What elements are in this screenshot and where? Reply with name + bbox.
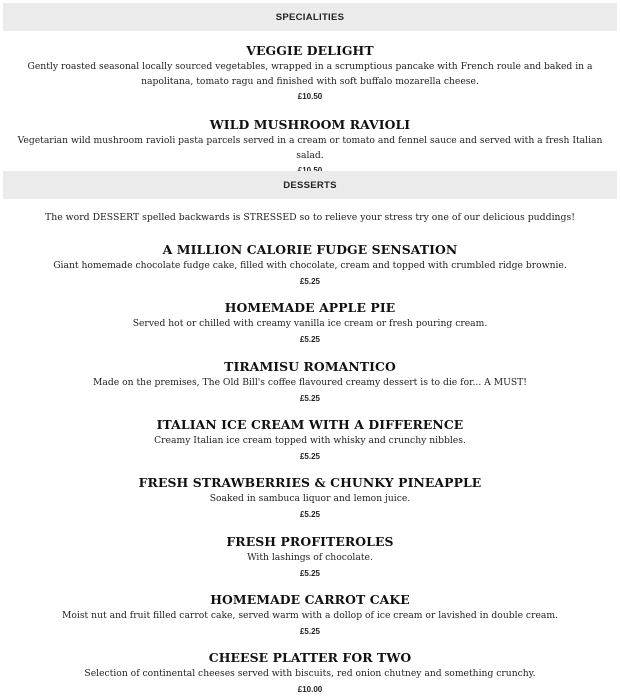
menu-item-title: FRESH STRAWBERRIES & CHUNKY PINEAPPLE <box>138 475 482 490</box>
menu-item-title: HOMEMADE APPLE PIE <box>224 300 396 315</box>
menu-item-tiramisu <box>0 359 620 405</box>
menu-item-description: Creamy Italian ice cream topped with whisky and crunchy nibbles. <box>154 435 466 446</box>
menu-item-description: Soaked in sambuca liquor and lemon juice. <box>209 493 411 504</box>
menu-item-title: WILD MUSHROOM RAVIOLI <box>209 117 411 132</box>
menu-item-price: £5.25 <box>299 509 321 519</box>
menu-item-title: HOMEMADE CARROT CAKE <box>210 592 410 607</box>
menu-item-price: £5.25 <box>299 393 321 403</box>
menu-item-title: ITALIAN ICE CREAM WITH A DIFFERENCE <box>156 417 464 432</box>
menu-item-title: A MILLION CALORIE FUDGE SENSATION <box>162 242 458 257</box>
specialities-heading: SPECIALITIES <box>275 11 345 23</box>
menu-item-carrot-cake <box>0 592 620 638</box>
menu-item-price: £10.50 <box>297 92 323 101</box>
menu-item-strawberries-pineapple <box>0 475 620 521</box>
desserts-section-header <box>3 171 617 199</box>
menu-item-price: £5.25 <box>299 451 321 461</box>
menu-item-title: CHEESE PLATTER FOR TWO <box>208 650 412 665</box>
desserts-intro: The word DESSERT spelled backwards is STRESSED so to relieve your stress try one of our delicious puddings! <box>45 212 575 223</box>
menu-item-title: FRESH PROFITEROLES <box>226 534 394 549</box>
menu-item-description: With lashings of chocolate. <box>247 552 373 563</box>
menu-item-apple-pie <box>0 300 620 346</box>
menu-item-description: Gently roasted seasonal locally sourced vegetables, wrapped in a scrumptious pancake with French roule and baked in a napolitana, tomato ragu and finished with soft buffalo mozarella cheese. <box>27 61 593 87</box>
menu-item-description: Moist nut and fruit filled carrot cake, served warm with a dollop of ice cream or lavished in double cream. <box>61 610 559 621</box>
menu-item-description: Giant homemade chocolate fudge cake, filled with chocolate, cream and topped with crumbled ridge brownie. <box>53 260 567 271</box>
menu-item-italian-ice-cream <box>0 417 620 463</box>
specialities-section-header <box>3 3 617 31</box>
menu-item-price: £5.25 <box>299 568 321 578</box>
menu-item-price: £5.25 <box>299 334 321 344</box>
desserts-heading: DESSERTS <box>283 179 337 191</box>
menu-item-veggie-delight <box>0 43 620 103</box>
menu-item-profiteroles <box>0 534 620 580</box>
menu-item-title: TIRAMISU ROMANTICO <box>224 359 396 374</box>
menu-item-description: Selection of continental cheeses served with biscuits, red onion chutney and something crunchy. <box>84 668 536 679</box>
menu-item-title: VEGGIE DELIGHT <box>246 43 374 58</box>
menu-item-cheese-platter <box>0 650 620 696</box>
menu-item-description: Made on the premises, The Old Bill's coffee flavoured creamy dessert is to die for... A MUST! <box>93 377 527 388</box>
menu-item-fudge-sensation <box>0 242 620 288</box>
menu-item-price: £5.25 <box>299 276 321 286</box>
menu-item-wild-mushroom-ravioli <box>0 117 620 177</box>
menu-item-price: £10.00 <box>297 684 323 694</box>
menu-item-description: Served hot or chilled with creamy vanilla ice cream or fresh pouring cream. <box>132 318 488 329</box>
menu-item-description: Vegetarian wild mushroom ravioli pasta parcels served in a cream or tomato and fennel sauce and served with a fresh Italian salad. <box>17 135 603 161</box>
menu-item-price: £5.25 <box>299 626 321 636</box>
